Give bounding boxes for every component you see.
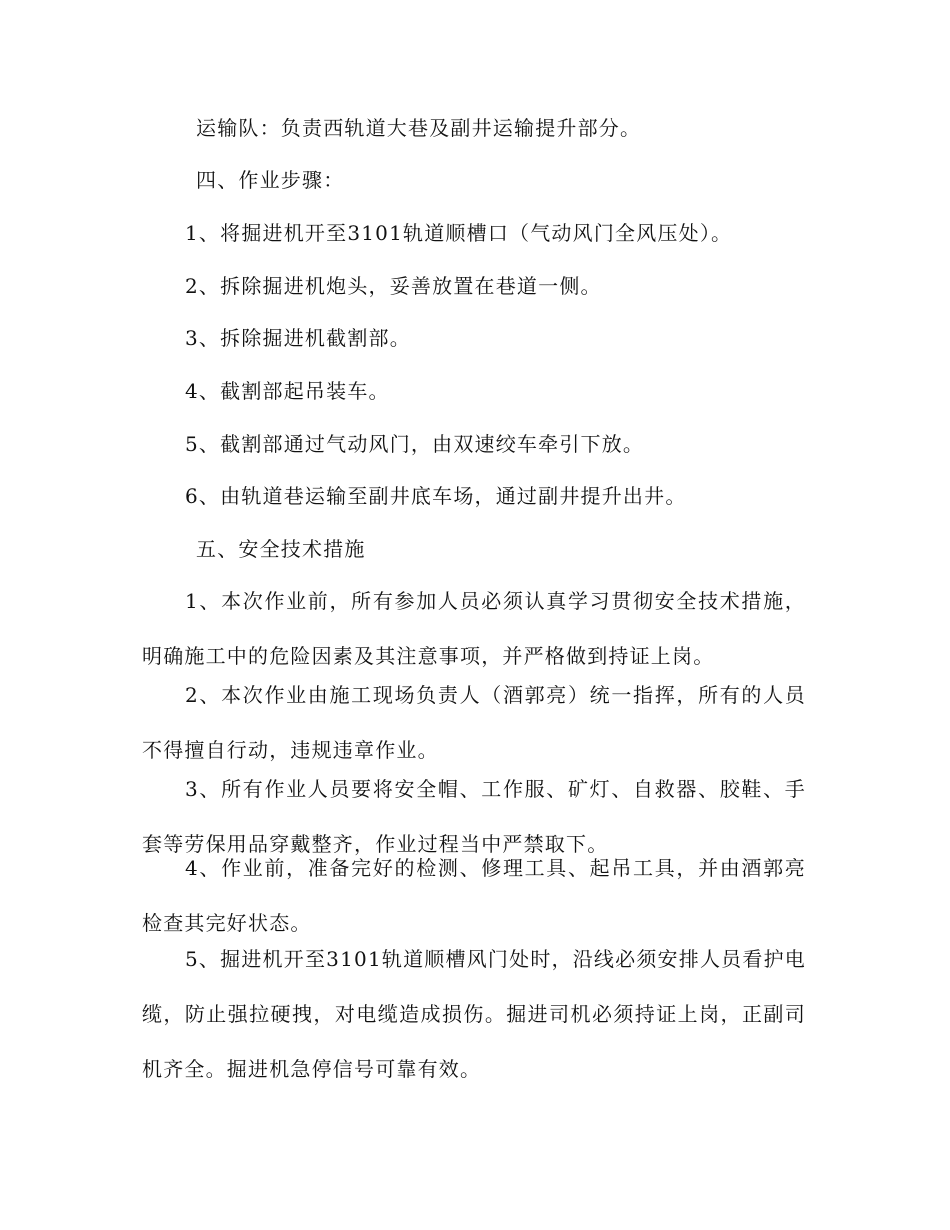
safety-measure-3: 3、所有作业人员要将安全帽、工作服、矿灯、自救器、胶鞋、手套等劳保用品穿戴整齐，作业过程当中严禁取下。: [142, 777, 806, 856]
safety-measure-1: 1、本次作业前，所有参加人员必须认真学习贯彻安全技术措施，明确施工中的危险因素及其注意事项，并严格做到持证上岗。: [142, 589, 806, 668]
safety-measure-5: 5、掘进机开至3101轨道顺槽风门处时，沿线必须安排人员看护电缆，防止强拉硬拽，对电缆造成损伤。掘进司机必须持证上岗，正副司机齐全。掘进机急停信号可靠有效。: [142, 947, 806, 1081]
step-5: 5、截割部通过气动风门，由双速绞车牵引下放。: [185, 432, 645, 456]
step-2: 2、拆除掘进机炮头，妥善放置在巷道一侧。: [185, 274, 602, 298]
step-1: 1、将掘进机开至3101轨道顺槽口（气动风门全风压处）。: [185, 221, 733, 245]
section-heading-safety: 五、安全技术措施: [196, 537, 366, 561]
step-3: 3、拆除掘进机截割部。: [185, 326, 411, 350]
safety-measure-4: 4、作业前，准备完好的检测、修理工具、起吊工具，并由酒郭亮检查其完好状态。: [142, 856, 806, 935]
transport-team-line: 运输队：负责西轨道大巷及副井运输提升部分。: [196, 116, 642, 140]
section-heading-steps: 四、作业步骤：: [196, 168, 345, 192]
step-4: 4、截割部起吊装车。: [185, 379, 390, 403]
safety-measure-2: 2、本次作业由施工现场负责人（酒郭亮）统一指挥，所有的人员不得擅自行动，违规违章作业。: [142, 683, 806, 762]
step-6: 6、由轨道巷运输至副井底车场，通过副井提升出井。: [185, 484, 687, 508]
